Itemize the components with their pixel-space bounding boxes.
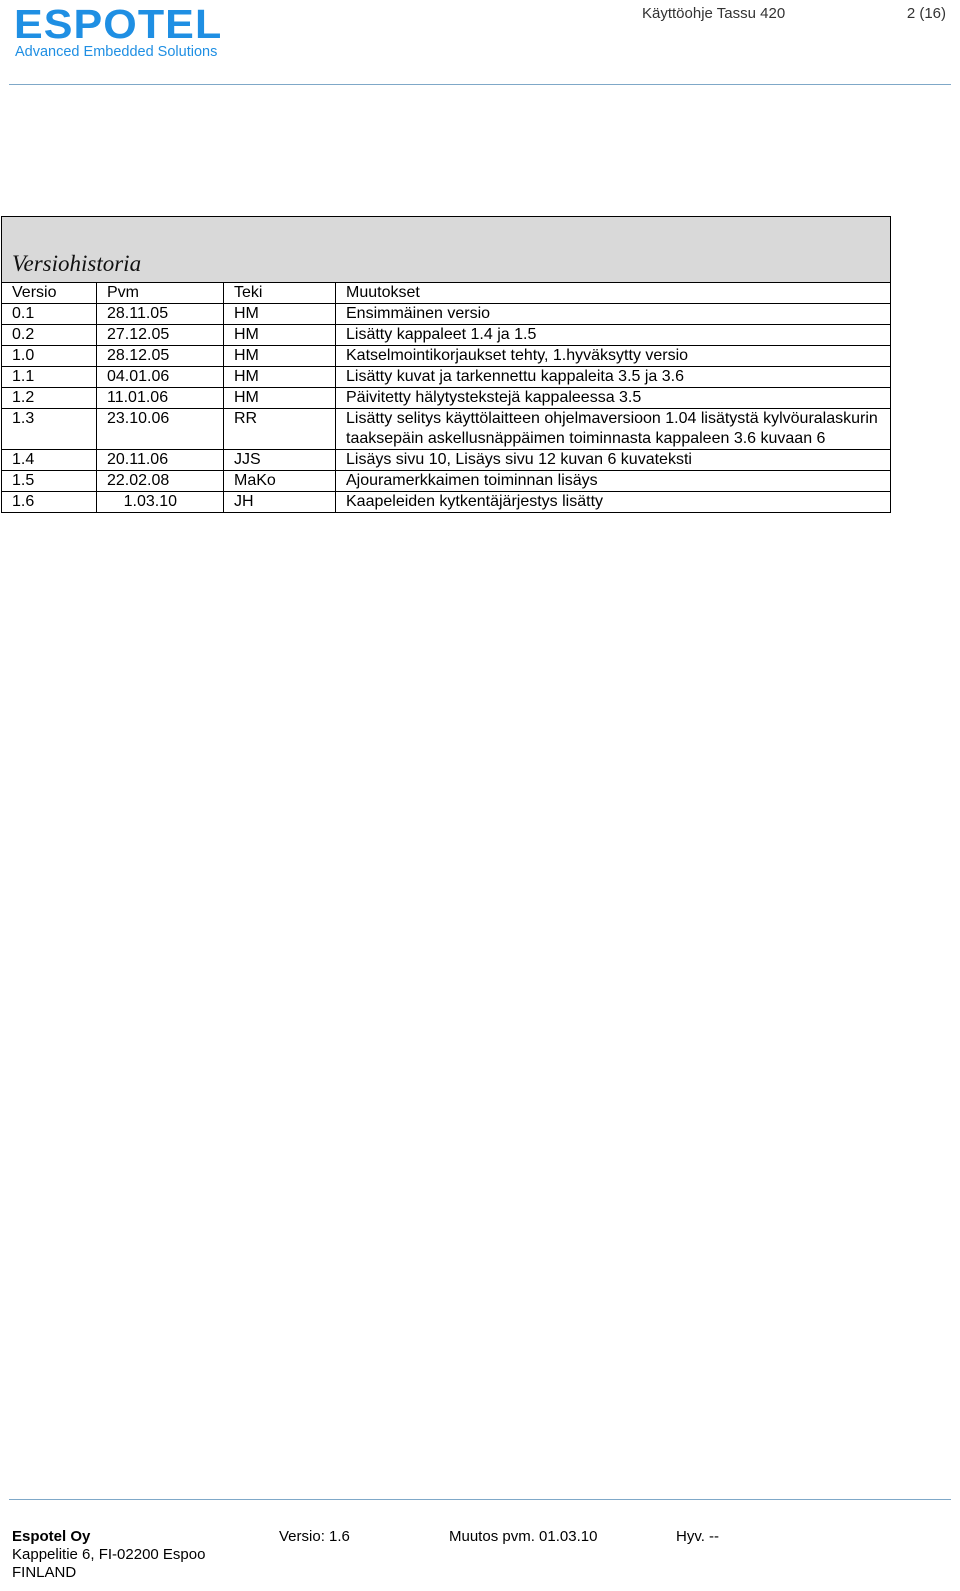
company-country: FINLAND [12, 1564, 77, 1581]
author-cell: HM [224, 346, 336, 367]
author-cell: RR [224, 409, 336, 450]
table-row [2, 388, 891, 409]
section-title: Versiohistoria [2, 217, 891, 283]
version-cell: 1.1 [2, 367, 97, 388]
table-header-row [2, 283, 891, 304]
author-cell: HM [224, 304, 336, 325]
version-cell: 1.2 [2, 388, 97, 409]
version-cell: 0.2 [2, 325, 97, 346]
table-title-row [2, 217, 891, 283]
version-cell: 1.0 [2, 346, 97, 367]
table-row [2, 346, 891, 367]
espotel-logo [14, 2, 234, 64]
date-cell: 20.11.06 [97, 450, 224, 471]
date-cell: 28.12.05 [97, 346, 224, 367]
column-header-author: Teki [224, 283, 336, 304]
table-row [2, 325, 891, 346]
logo-wordmark: ESPOTEL [14, 1, 223, 47]
version-cell: 1.6 [2, 492, 97, 513]
column-header-version: Versio [2, 283, 97, 304]
table-row [2, 367, 891, 388]
column-header-date: Pvm [97, 283, 224, 304]
document-version: Versio: 1.6 [279, 1528, 350, 1545]
company-name: Espotel Oy [12, 1528, 91, 1545]
date-cell: 23.10.06 [97, 409, 224, 450]
changes-cell: Lisätty kuvat ja tarkennettu kappaleita 3.5 ja 3.6 [336, 367, 891, 388]
date-cell: 11.01.06 [97, 388, 224, 409]
author-cell: HM [224, 388, 336, 409]
table-row [2, 492, 891, 513]
changes-cell: Päivitetty hälytystekstejä kappaleessa 3.5 [336, 388, 891, 409]
changes-cell: Ajouramerkkaimen toiminnan lisäys [336, 471, 891, 492]
company-address: Kappelitie 6, FI-02200 Espoo [12, 1546, 206, 1563]
table-row [2, 471, 891, 492]
author-cell: JH [224, 492, 336, 513]
logo-tagline: Advanced Embedded Solutions [15, 44, 218, 60]
footer-divider [9, 1499, 951, 1500]
version-cell: 1.5 [2, 471, 97, 492]
page-footer [0, 1528, 960, 1591]
table-row [2, 409, 891, 450]
changes-cell: Lisätty kappaleet 1.4 ja 1.5 [336, 325, 891, 346]
changes-cell: Lisätty selitys käyttölaitteen ohjelmaversioon 1.04 lisätystä kylvöuralaskurin taaksepäin askellusnäppäimen toiminnasta kappaleen 3.6 kuvaan 6 [336, 409, 891, 450]
change-date: Muutos pvm. 01.03.10 [449, 1528, 598, 1545]
version-cell: 1.3 [2, 409, 97, 450]
date-cell: 04.01.06 [97, 367, 224, 388]
table-row [2, 450, 891, 471]
changes-cell: Lisäys sivu 10, Lisäys sivu 12 kuvan 6 kuvateksti [336, 450, 891, 471]
date-cell: 22.02.08 [97, 471, 224, 492]
approval: Hyv. -- [676, 1528, 720, 1545]
author-cell: JJS [224, 450, 336, 471]
page-number: 2 (16) [906, 5, 946, 22]
author-cell: MaKo [224, 471, 336, 492]
page-header [0, 0, 960, 88]
changes-cell: Katselmointikorjaukset tehty, 1.hyväksytty versio [336, 346, 891, 367]
column-header-changes: Muutokset [336, 283, 891, 304]
date-cell: 27.12.05 [97, 325, 224, 346]
header-divider [9, 84, 951, 85]
changes-cell: Ensimmäinen versio [336, 304, 891, 325]
author-cell: HM [224, 367, 336, 388]
version-cell: 0.1 [2, 304, 97, 325]
date-cell: 28.11.05 [97, 304, 224, 325]
author-cell: HM [224, 325, 336, 346]
document-title: Käyttöohje Tassu 420 [642, 5, 786, 22]
date-cell: 1.03.10 [97, 492, 224, 513]
version-history-table [1, 216, 891, 513]
version-cell: 1.4 [2, 450, 97, 471]
table-row [2, 304, 891, 325]
changes-cell: Kaapeleiden kytkentäjärjestys lisätty [336, 492, 891, 513]
